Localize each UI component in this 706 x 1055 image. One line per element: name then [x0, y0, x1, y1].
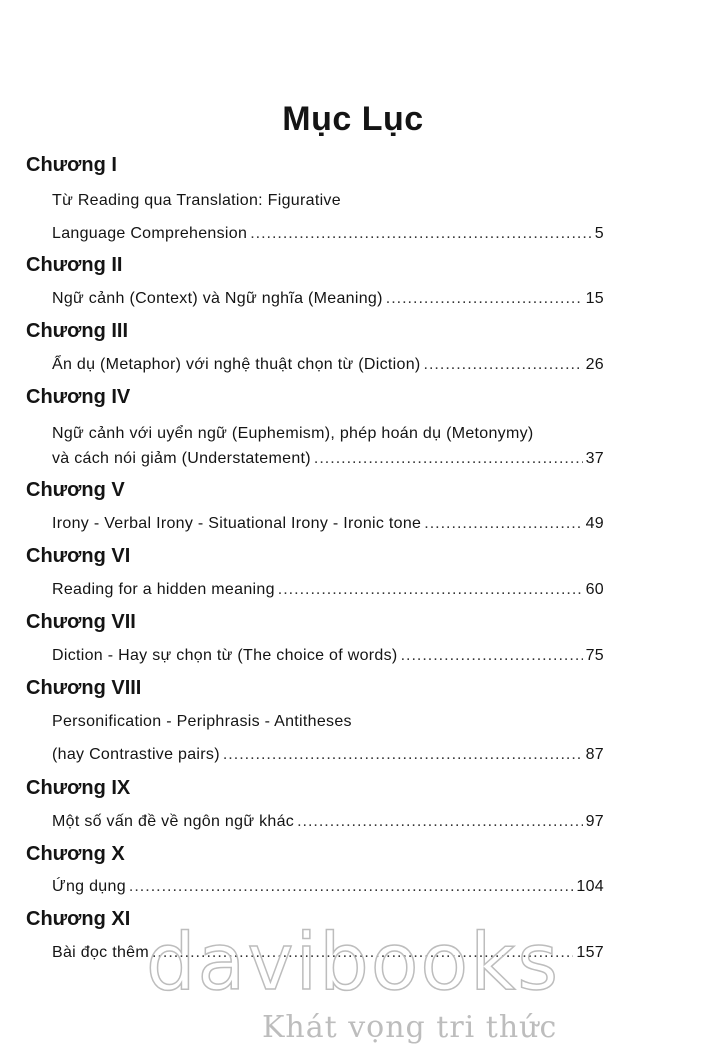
toc-entry — [52, 580, 604, 600]
leader-dots — [314, 449, 583, 469]
leader-dots — [250, 224, 592, 244]
toc-entry — [52, 289, 604, 309]
watermark-brand: davibooks — [146, 918, 560, 1008]
chapter-heading: Chương I — [26, 154, 117, 176]
toc-entry — [52, 449, 604, 469]
page-number: 49 — [585, 515, 604, 532]
chapter-heading: Chương IX — [26, 777, 131, 799]
leader-dots — [223, 745, 583, 765]
toc-text-line: Ngữ cảnh với uyển ngữ (Euphemism), phép hoán dụ (Metonymy) — [52, 425, 534, 442]
chapter-heading: Chương II — [26, 254, 123, 276]
watermark-tagline: Khát vọng tri thức — [262, 1010, 558, 1045]
entry-title: Irony - Verbal Irony - Situational Irony - Ironic tone — [52, 515, 422, 532]
leader-dots — [401, 646, 583, 666]
page-number: 15 — [585, 290, 604, 307]
toc-entry — [52, 812, 604, 832]
chapter-heading: Chương X — [26, 843, 125, 865]
chapter-heading: Chương XI — [26, 908, 131, 930]
page-number: 104 — [576, 878, 604, 895]
entry-title: (hay Contrastive pairs) — [52, 746, 220, 763]
leader-dots — [424, 514, 582, 534]
page-title: Mục Lục — [282, 100, 424, 138]
page-number: 97 — [585, 813, 604, 830]
entry-title: Ứng dụng — [52, 878, 126, 895]
page-number: 37 — [585, 450, 604, 467]
entry-title: Ngữ cảnh (Context) và Ngữ nghĩa (Meaning) — [52, 290, 383, 307]
toc-text-line: Từ Reading qua Translation: Figurative — [52, 192, 341, 209]
toc-entry — [52, 514, 604, 534]
leader-dots — [424, 355, 583, 375]
toc-entry — [52, 646, 604, 666]
page-number: 75 — [585, 647, 604, 664]
leader-dots — [297, 812, 583, 832]
leader-dots — [386, 289, 583, 309]
entry-title: Diction - Hay sự chọn từ (The choice of words) — [52, 647, 398, 664]
chapter-heading: Chương VIII — [26, 677, 142, 699]
chapter-heading: Chương VII — [26, 611, 136, 633]
chapter-heading: Chương IV — [26, 386, 131, 408]
toc-entry — [52, 745, 604, 765]
chapter-heading: Chương III — [26, 320, 129, 342]
leader-dots — [129, 877, 573, 897]
chapter-heading: Chương V — [26, 479, 125, 501]
toc-text-line: Personification - Periphrasis - Antitheses — [52, 713, 352, 730]
page-number: 26 — [585, 356, 604, 373]
page-number: 60 — [585, 581, 604, 598]
entry-title: Language Comprehension — [52, 225, 248, 242]
entry-title: Reading for a hidden meaning — [52, 581, 275, 598]
toc-entry — [52, 877, 604, 897]
page-number: 157 — [576, 944, 604, 961]
page-number: 87 — [585, 746, 604, 763]
entry-title: Một số vấn đề về ngôn ngữ khác — [52, 813, 295, 830]
page-number: 5 — [594, 225, 604, 242]
toc-entry — [52, 224, 604, 244]
toc-entry — [52, 355, 604, 375]
leader-dots — [278, 580, 583, 600]
entry-title: Bài đọc thêm — [52, 944, 149, 961]
entry-title: và cách nói giảm (Understatement) — [52, 450, 311, 467]
entry-title: Ẩn dụ (Metaphor) với nghệ thuật chọn từ (Diction) — [52, 356, 421, 373]
chapter-heading: Chương VI — [26, 545, 131, 567]
